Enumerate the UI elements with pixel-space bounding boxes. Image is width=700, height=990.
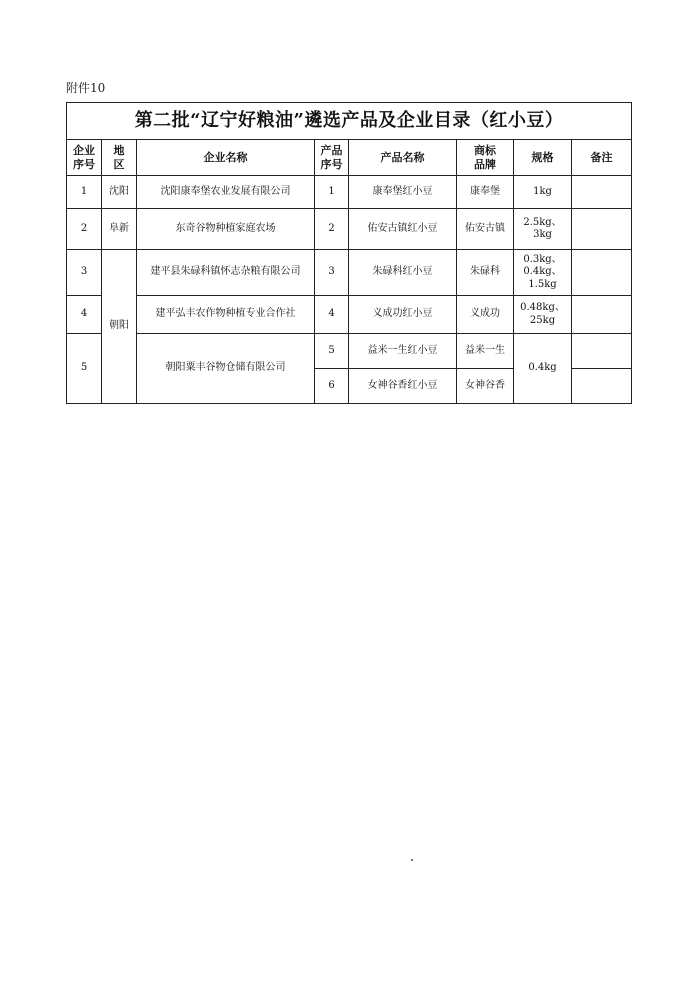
spec-cell: 0.48kg、 25kg (514, 296, 572, 334)
region-cell: 阜新 (102, 209, 137, 250)
header-company-name: 企业名称 (137, 140, 315, 176)
header-region: 地 区 (102, 140, 137, 176)
remark-cell (572, 209, 632, 250)
brand-cell: 义成功 (457, 296, 514, 334)
spec-cell: 0.4kg (514, 334, 572, 404)
region-cell: 朝阳 (102, 250, 137, 404)
company-no-cell: 4 (67, 296, 102, 334)
product-name-cell: 佑安古镇红小豆 (349, 209, 457, 250)
brand-cell: 女神谷香 (457, 369, 514, 404)
scan-speck (411, 859, 413, 861)
product-no-cell: 2 (315, 209, 349, 250)
brand-cell: 朱碌科 (457, 250, 514, 296)
product-name-cell: 义成功红小豆 (349, 296, 457, 334)
spec-cell: 1kg (514, 176, 572, 209)
header-row (67, 140, 632, 176)
header-product-name: 产品名称 (349, 140, 457, 176)
table-title: 第二批“辽宁好粮油”遴选产品及企业目录（红小豆） (67, 103, 632, 140)
spec-cell: 0.3kg、 0.4kg、 1.5kg (514, 250, 572, 296)
table-row (67, 296, 632, 334)
product-name-cell: 益米一生红小豆 (349, 334, 457, 369)
remark-cell (572, 369, 632, 404)
header-company-no: 企业 序号 (67, 140, 102, 176)
company-no-cell: 2 (67, 209, 102, 250)
brand-cell: 佑安古镇 (457, 209, 514, 250)
table-row (67, 176, 632, 209)
header-spec: 规格 (514, 140, 572, 176)
product-no-cell: 1 (315, 176, 349, 209)
company-no-cell: 5 (67, 334, 102, 404)
spec-cell: 2.5kg、 3kg (514, 209, 572, 250)
product-no-cell: 3 (315, 250, 349, 296)
company-name-cell: 建平弘丰农作物种植专业合作社 (137, 296, 315, 334)
remark-cell (572, 176, 632, 209)
region-cell: 沈阳 (102, 176, 137, 209)
company-no-cell: 3 (67, 250, 102, 296)
header-remark: 备注 (572, 140, 632, 176)
table-row (67, 209, 632, 250)
remark-cell (572, 250, 632, 296)
company-name-cell: 东奇谷物种植家庭农场 (137, 209, 315, 250)
brand-cell: 益米一生 (457, 334, 514, 369)
table-row (67, 250, 632, 296)
remark-cell (572, 334, 632, 369)
product-catalog-table (66, 102, 632, 404)
product-no-cell: 6 (315, 369, 349, 404)
header-brand: 商标 品牌 (457, 140, 514, 176)
company-no-cell: 1 (67, 176, 102, 209)
company-name-cell: 朝阳粟丰谷物仓储有限公司 (137, 334, 315, 404)
product-name-cell: 康奉堡红小豆 (349, 176, 457, 209)
remark-cell (572, 296, 632, 334)
table-row (67, 334, 632, 369)
product-no-cell: 4 (315, 296, 349, 334)
brand-cell: 康奉堡 (457, 176, 514, 209)
product-no-cell: 5 (315, 334, 349, 369)
company-name-cell: 建平县朱碌科镇怀志杂粮有限公司 (137, 250, 315, 296)
company-name-cell: 沈阳康奉堡农业发展有限公司 (137, 176, 315, 209)
header-product-no: 产品 序号 (315, 140, 349, 176)
product-name-cell: 女神谷香红小豆 (349, 369, 457, 404)
attachment-label: 附件10 (66, 81, 106, 95)
product-name-cell: 朱碌科红小豆 (349, 250, 457, 296)
